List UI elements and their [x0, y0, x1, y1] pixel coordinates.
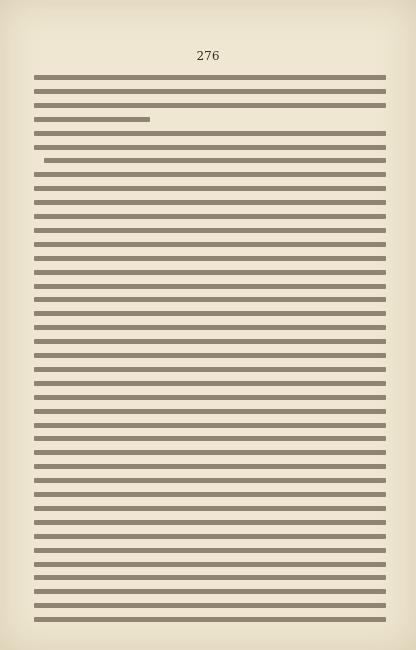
text-line [34, 256, 386, 261]
text-line [34, 89, 386, 94]
text-line [34, 478, 386, 483]
page-number: 276 [196, 49, 220, 63]
text-line [34, 450, 386, 455]
text-line [34, 409, 386, 414]
text-line [34, 395, 386, 400]
text-line [34, 423, 386, 428]
text-line [34, 464, 386, 469]
text-line [34, 311, 386, 316]
text-line [34, 367, 386, 372]
text-line [34, 103, 386, 108]
text-line [34, 436, 386, 441]
text-line [34, 186, 386, 191]
text-line [34, 506, 386, 511]
text-line [34, 270, 386, 275]
text-line [34, 214, 386, 219]
text-line [34, 131, 386, 136]
text-line [34, 339, 386, 344]
text-line [34, 353, 386, 358]
text-line [34, 228, 386, 233]
text-line [34, 617, 386, 622]
text-line [34, 575, 386, 580]
text-line [34, 325, 386, 330]
text-line [34, 117, 150, 122]
text-line [34, 603, 386, 608]
text-line [34, 589, 386, 594]
text-line [34, 520, 386, 525]
text-line [34, 492, 386, 497]
page-text-lines [34, 75, 386, 635]
text-line [34, 145, 386, 150]
text-line [34, 381, 386, 386]
text-line [34, 75, 386, 80]
text-line [34, 200, 386, 205]
text-line [34, 172, 386, 177]
text-line [34, 534, 386, 539]
text-line [34, 284, 386, 289]
text-line [34, 548, 386, 553]
text-line [34, 242, 386, 247]
text-line [34, 562, 386, 567]
text-line [34, 297, 386, 302]
text-line [44, 158, 386, 163]
